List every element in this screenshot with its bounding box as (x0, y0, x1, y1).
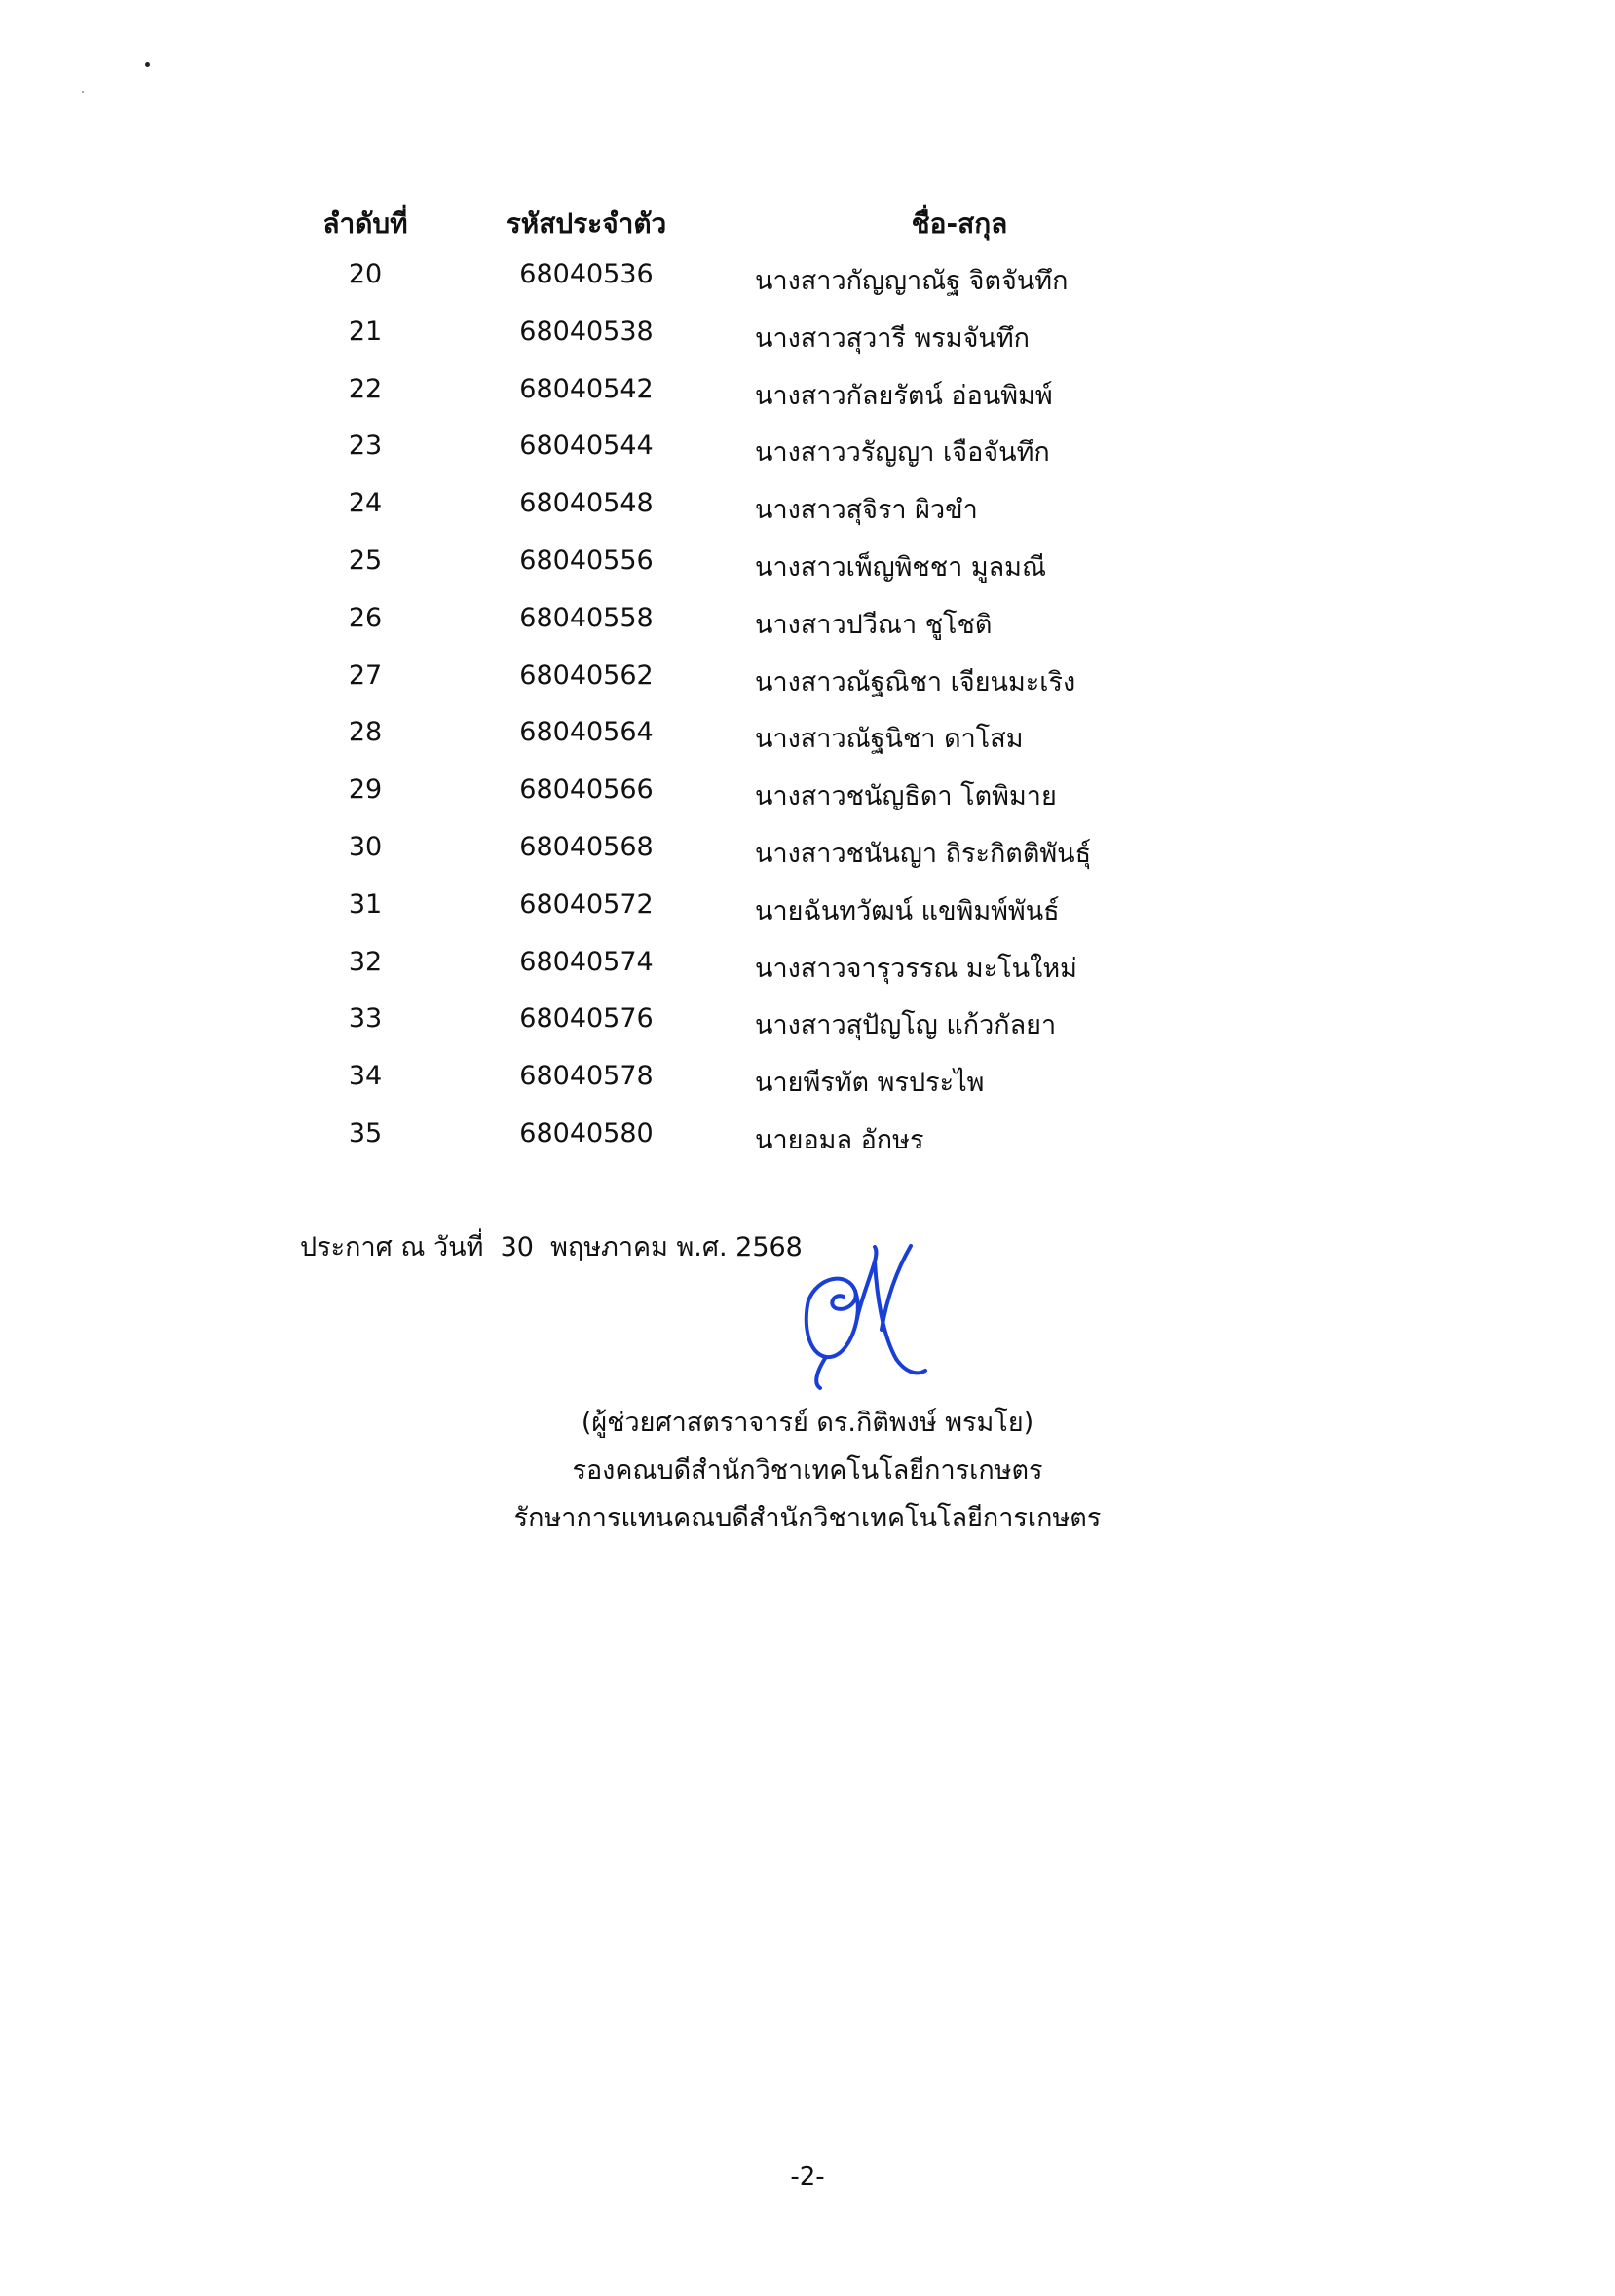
table-row (0, 603, 1615, 652)
table-row (0, 259, 1615, 308)
student-id: 68040574 (519, 946, 654, 977)
signatory-acting-position: รักษาการแทนคณบดีสำนักวิชาเทคโนโลยีการเกษตร (513, 1503, 1102, 1533)
row-number: 33 (348, 1003, 383, 1035)
table-row (0, 889, 1615, 938)
student-id: 68040556 (519, 546, 654, 576)
table-row (0, 832, 1615, 881)
table-row (0, 546, 1615, 594)
student-name: นางสาวเพ็ญพิชชา มูลมณี (755, 552, 1047, 583)
table-row (0, 1061, 1615, 1110)
student-name: นางสาวปวีณา ชูโชติ (755, 609, 993, 640)
handwritten-signature (799, 1242, 945, 1398)
table-row (0, 374, 1615, 423)
table-row (0, 1118, 1615, 1167)
student-id: 68040544 (519, 431, 654, 462)
row-number: 21 (348, 316, 383, 347)
table-header (0, 203, 1615, 251)
table-row (0, 317, 1615, 365)
row-number: 20 (348, 259, 383, 289)
row-number: 26 (348, 602, 383, 633)
student-id: 68040538 (519, 316, 654, 347)
student-id: 68040572 (519, 888, 654, 920)
table-row (0, 1003, 1615, 1052)
student-id: 68040564 (519, 717, 654, 748)
student-id: 68040548 (519, 488, 654, 519)
student-id: 68040558 (519, 602, 654, 633)
student-name: นางสาวกัญญาณัฐ จิตจันทึก (755, 266, 1069, 296)
table-row (0, 947, 1615, 996)
student-id: 68040578 (519, 1061, 654, 1092)
signatory-position: รองคณบดีสำนักวิชาเทคโนโลยีการเกษตร (572, 1455, 1043, 1486)
student-name: นางสาวจารุวรรณ มะโนใหม่ (755, 953, 1077, 984)
student-id: 68040536 (519, 259, 654, 289)
row-number: 32 (348, 946, 383, 977)
header-name: ชื่อ-สกุล (911, 207, 1008, 240)
header-no: ลำดับที่ (322, 207, 408, 240)
table-row (0, 488, 1615, 537)
row-number: 25 (348, 546, 383, 576)
student-name: นางสาววรัญญา เจือจันทึก (755, 437, 1050, 469)
header-id: รหัสประจำตัว (506, 207, 667, 240)
row-number: 29 (348, 774, 383, 806)
scan-speck (145, 62, 150, 67)
page-number: -2- (790, 2163, 825, 2192)
student-id: 68040576 (519, 1003, 654, 1035)
student-name: นายพีรทัต พรประไพ (755, 1068, 985, 1099)
table-row (0, 660, 1615, 709)
student-name: นางสาวชนันญา ถิระกิตติพันธุ์ (755, 839, 1092, 869)
scan-speck (82, 91, 84, 93)
student-name: นางสาวณัฐณิชา เจียนมะเริง (755, 666, 1076, 697)
table-row (0, 717, 1615, 766)
row-number: 27 (348, 659, 383, 691)
row-number: 22 (348, 373, 383, 404)
student-name: นายฉันทวัฒน์ แขพิมพ์พันธ์ (755, 895, 1060, 926)
student-id: 68040568 (519, 832, 654, 862)
row-number: 31 (348, 888, 383, 920)
student-id: 68040580 (519, 1118, 654, 1148)
row-number: 35 (348, 1118, 383, 1148)
student-name: นางสาวณัฐนิชา ดาโสม (755, 724, 1024, 755)
student-name: นางสาวชนัญธิดา โตพิมาย (755, 781, 1057, 812)
row-number: 34 (348, 1061, 383, 1092)
student-id: 68040562 (519, 659, 654, 691)
announcement-date: ประกาศ ณ วันที่ 30 พฤษภาคม พ.ศ. 2568 (300, 1232, 803, 1262)
row-number: 24 (348, 488, 383, 519)
row-number: 23 (348, 431, 383, 462)
table-row (0, 774, 1615, 823)
student-name: นางสาวกัลยรัตน์ อ่อนพิมพ์ (755, 380, 1053, 411)
student-name: นางสาวสุวารี พรมจันทึก (755, 322, 1031, 354)
table-row (0, 431, 1615, 479)
row-number: 30 (348, 832, 383, 862)
student-name: นางสาวสุปัญโญ แก้วกัลยา (755, 1010, 1057, 1041)
signatory-name: (ผู้ช่วยศาสตราจารย์ ดร.กิติพงษ์ พรมโย) (581, 1408, 1034, 1438)
student-id: 68040566 (519, 774, 654, 806)
student-name: นายอมล อักษร (755, 1125, 924, 1155)
student-id: 68040542 (519, 373, 654, 404)
row-number: 28 (348, 717, 383, 748)
student-name: นางสาวสุจิรา ผิวขำ (755, 495, 978, 526)
